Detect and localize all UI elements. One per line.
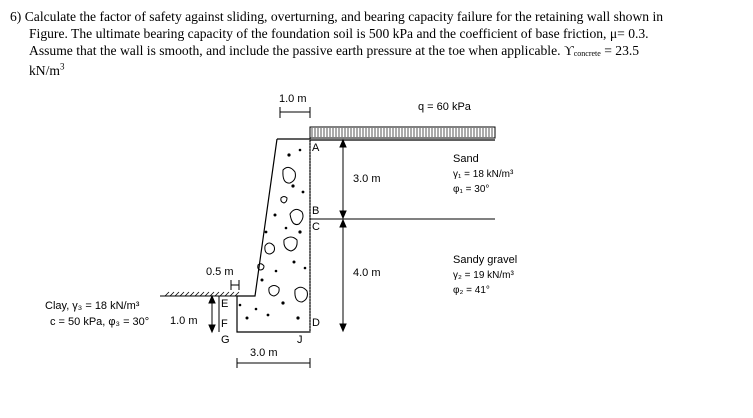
sand-name: Sand xyxy=(453,153,479,165)
sand-phi: φ₁ = 30° xyxy=(453,184,490,195)
dim-toe-height xyxy=(209,296,219,332)
label-depth-sand: 3.0 m xyxy=(353,173,381,185)
clay-line-1: Clay, γ₃ = 18 kN/m³ xyxy=(45,300,140,312)
dim-toe-width xyxy=(231,280,239,290)
problem-line-4: $kN/m^3$ xyxy=(29,61,65,78)
dim-depth-arrows xyxy=(340,140,346,331)
problem-line-2: Figure. The ultimate bearing capacity of the foundation soil is 500 kPa and the coefficient of base friction, μ= 0.3. xyxy=(29,26,649,41)
label-depth-gravel: 4.0 m xyxy=(353,267,381,279)
dim-base-width xyxy=(237,358,310,368)
gravel-phi: φ₂ = 41° xyxy=(453,285,490,296)
wall-aggregate xyxy=(258,167,308,302)
clay-line-2: c = 50 kPa, φ₃ = 30° xyxy=(50,316,150,328)
label-base-width: 3.0 m xyxy=(250,347,278,359)
label-point-b: B xyxy=(312,205,320,217)
gravel-gamma: γ₂ = 19 kN/m³ xyxy=(453,270,514,281)
label-point-d: D xyxy=(312,317,320,329)
label-top-width: 1.0 m xyxy=(279,93,307,105)
label-point-j: J xyxy=(297,334,303,346)
label-point-e: E xyxy=(221,298,229,310)
ground-lines xyxy=(160,219,495,296)
label-toe-height: 1.0 m xyxy=(170,315,198,327)
label-point-g: G xyxy=(221,334,230,346)
label-point-c: C xyxy=(312,221,320,233)
label-point-f: F xyxy=(221,318,228,330)
problem-number: 6) xyxy=(10,9,22,24)
gravel-name: Sandy gravel xyxy=(453,254,518,266)
wall-outline xyxy=(237,139,310,332)
clay-hatch xyxy=(165,292,239,296)
problem-line-3: Assume that the wall is smooth, and include the passive earth pressure at the toe when applicable. ϒconcrete = 23.5 xyxy=(29,43,640,58)
label-point-a: A xyxy=(312,142,320,154)
surcharge-strip xyxy=(310,127,495,140)
label-surcharge: q = 60 kPa xyxy=(418,101,471,113)
label-toe-width: 0.5 m xyxy=(206,266,234,278)
sand-gamma: γ₁ = 18 kN/m³ xyxy=(453,169,514,180)
dim-top-width xyxy=(280,107,310,118)
problem-line-1: 6) Calculate the factor of safety against sliding, overturning, and bearing capacity failure for the retaining wall shown in xyxy=(10,9,664,24)
